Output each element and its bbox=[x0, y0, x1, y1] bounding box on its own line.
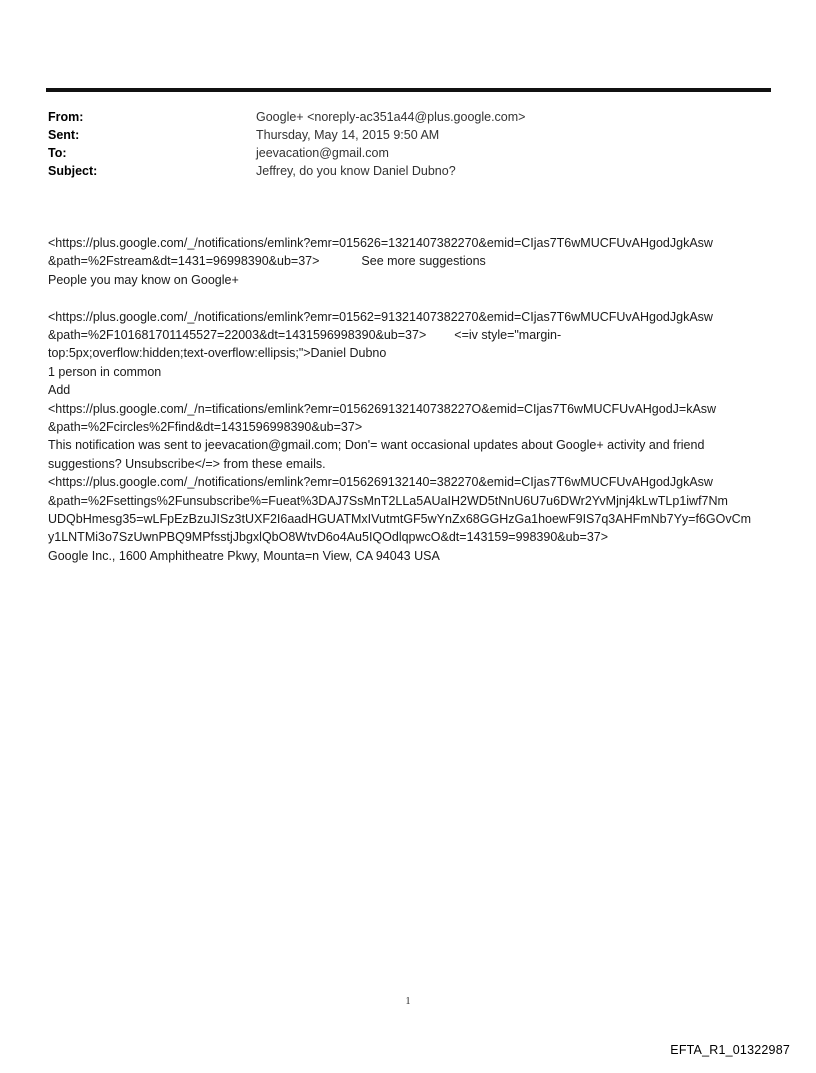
subject-value: Jeffrey, do you know Daniel Dubno? bbox=[256, 164, 456, 178]
body-line: <https://plus.google.com/_/notifications/emlink?emr=0156269132140=382270&emid=CIjas7T6wMUCFUvAHgodJgkAsw bbox=[48, 475, 713, 490]
body-link-fragment: &path=%2F101681701145527=22003&dt=1431596998390&ub=37> bbox=[48, 328, 427, 343]
sent-row bbox=[48, 126, 768, 144]
add-link[interactable]: Add bbox=[48, 383, 71, 398]
body-line: y1LNTMi3o7SzUwnPBQ9MPfsstjJbgxlQbO8WtvD6o4Au5IQOdlqpwcO&dt=143159=998390&ub=37> bbox=[48, 530, 609, 545]
email-header-block bbox=[48, 108, 768, 180]
from-value: Google+ <noreply-ac351a44@plus.google.com> bbox=[256, 110, 526, 124]
body-line: &path=%2Fcircles%2Ffind&dt=1431596998390&ub=37> bbox=[48, 420, 363, 435]
body-line: <https://plus.google.com/_/notifications/emlink?emr=015626=1321407382270&emid=CIjas7T6wMUCFUvAHgodJgkAsw bbox=[48, 236, 713, 250]
subject-label: Subject: bbox=[48, 164, 98, 178]
body-line: top:5px;overflow:hidden;text-overflow:ellipsis;">Daniel Dubno bbox=[48, 346, 387, 361]
page-number: 1 bbox=[405, 996, 411, 1007]
body-html-fragment: <=iv style="margin- bbox=[454, 328, 562, 343]
body-line: People you may know on Google+ bbox=[48, 272, 239, 287]
from-row bbox=[48, 108, 768, 126]
see-more-suggestions-link[interactable]: See more suggestions bbox=[361, 254, 486, 269]
body-line: UDQbHmesg35=wLFpEzBzuJISz3tUXF2I6aadHGUATMxIVutmtGF5wYnZx68GGHzGa1hoewF9IS7q3AHFmNb7Yy=f6GOvCm bbox=[48, 512, 752, 527]
body-line bbox=[48, 326, 772, 344]
body-line bbox=[48, 252, 772, 270]
subject-row bbox=[48, 162, 768, 180]
unsubscribe-line[interactable]: suggestions? Unsubscribe</=> from these emails. bbox=[48, 456, 326, 471]
to-label: To: bbox=[48, 146, 67, 160]
email-body bbox=[48, 234, 772, 565]
sent-value: Thursday, May 14, 2015 9:50 AM bbox=[256, 128, 440, 142]
to-value: jeevacation@gmail.com bbox=[256, 146, 389, 160]
sent-label: Sent: bbox=[48, 128, 80, 142]
body-line: &path=%2Fsettings%2Funsubscribe%=Fueat%3DAJ7SsMnT2LLa5AUaIH2WD5tNnU6U7u6DWr2YvMjnj4kLwTLp1iwf7Nm bbox=[48, 493, 728, 508]
header-divider bbox=[46, 88, 771, 92]
body-line: <https://plus.google.com/_/notifications/emlink?emr=01562=91321407382270&emid=CIjas7T6wMUCFUvAHgodJgkAsw bbox=[48, 309, 713, 324]
from-label: From: bbox=[48, 110, 84, 124]
body-link-fragment: &path=%2Fstream&dt=1431=96998390&ub=37> bbox=[48, 254, 320, 269]
bates-number: EFTA_R1_01322987 bbox=[670, 1043, 790, 1057]
body-line: <https://plus.google.com/_/n=tifications/emlink?emr=0156269132140738227O&emid=CIjas7T6wMUCFUvAHgodJ=kAsw bbox=[48, 401, 717, 416]
body-line: 1 person in common bbox=[48, 364, 162, 379]
body-line: Google Inc., 1600 Amphitheatre Pkwy, Mounta=n View, CA 94043 USA bbox=[48, 548, 440, 563]
body-line: This notification was sent to jeevacation@gmail.com; Don'= want occasional updates about Google+ activity and friend bbox=[48, 438, 705, 453]
to-row bbox=[48, 144, 768, 162]
